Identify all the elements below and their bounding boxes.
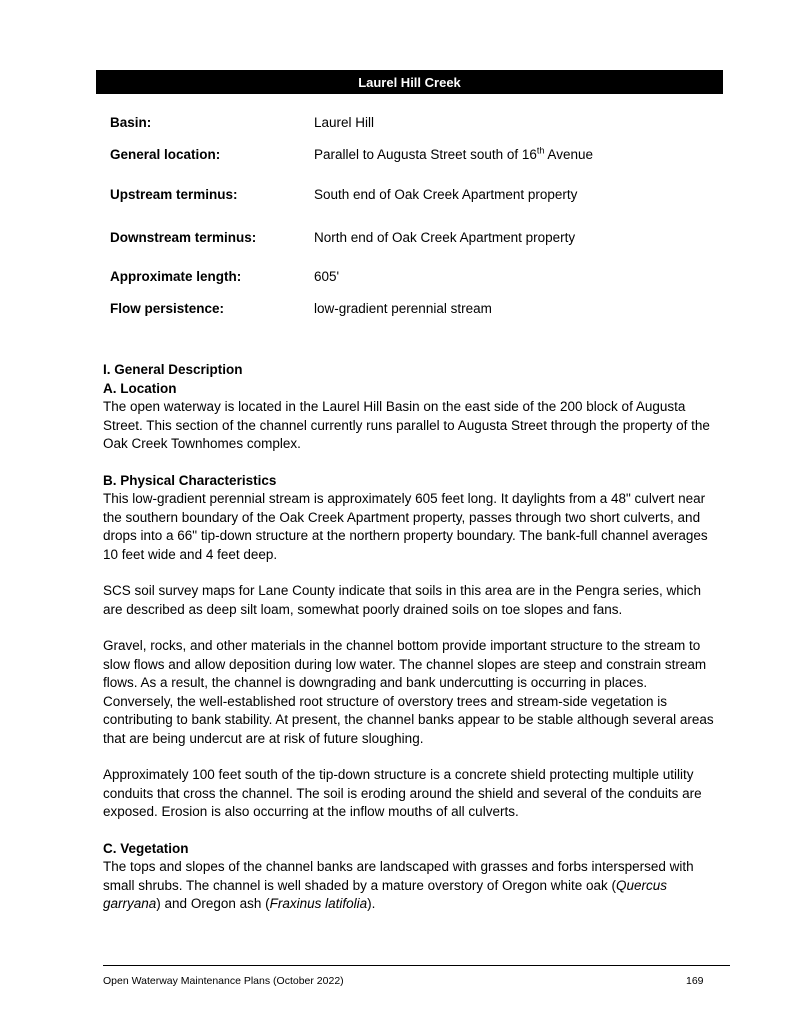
flow-label: Flow persistence: bbox=[110, 301, 225, 316]
general-location-label: General location: bbox=[110, 147, 221, 162]
vegetation-text-2: ) and Oregon ash ( bbox=[156, 896, 270, 911]
physical-paragraph-3: Gravel, rocks, and other materials in the channel bottom provide important structure to the stream to slow flows and allow deposition during low water. The channel slopes are steep and constrain stream flows. As a result, the channel is downgrading and bank undercutting is occurring in places. Conversely, the well-established root structure of overstory trees and stream-side vegetation is contributing to bank stability. At present, the channel banks appear to be stable although several areas that are being undercut are at risk of future sloughing. bbox=[103, 638, 714, 746]
page-title: Laurel Hill Creek bbox=[96, 70, 723, 94]
document-body bbox=[103, 361, 721, 914]
basin-value: Laurel Hill bbox=[314, 115, 375, 130]
footer-title: Open Waterway Maintenance Plans (October 2022) bbox=[103, 975, 344, 987]
footer-divider bbox=[103, 965, 730, 966]
length-value: 605' bbox=[314, 269, 340, 284]
flow-value: low-gradient perennial stream bbox=[314, 301, 492, 316]
downstream-value: North end of Oak Creek Apartment property bbox=[314, 230, 576, 245]
location-heading: A. Location bbox=[103, 380, 177, 396]
downstream-label: Downstream terminus: bbox=[110, 230, 257, 245]
page-number: 169 bbox=[686, 975, 704, 987]
vegetation-paragraph bbox=[103, 858, 721, 914]
vegetation-text-1: The tops and slopes of the channel banks are landscaped with grasses and forbs interspersed with small shrubs. The channel is well shaded by a mature overstory of Oregon white oak ( bbox=[103, 859, 694, 893]
physical-paragraph-4: Approximately 100 feet south of the tip-down structure is a concrete shield protecting multiple utility conduits that cross the channel. The soil is eroding around the shield and several of the conduits are exposed. Erosion is also occurring at the inflow mouths of all culverts. bbox=[103, 767, 702, 819]
general-description-heading: I. General Description bbox=[103, 362, 243, 377]
length-label: Approximate length: bbox=[110, 269, 242, 284]
location-paragraph: The open waterway is located in the Laurel Hill Basin on the east side of the 200 block of Augusta Street. This section of the channel currently runs parallel to Augusta Street through the property of the Oak Creek Townhomes complex. bbox=[103, 399, 710, 451]
general-location-value bbox=[314, 146, 734, 164]
basin-label: Basin: bbox=[110, 115, 152, 130]
species-quercus: Quercus garryana bbox=[103, 877, 668, 911]
general-location-text-end: Avenue bbox=[544, 147, 593, 162]
physical-characteristics-heading: B. Physical Characteristics bbox=[103, 472, 277, 488]
species-fraxinus: Fraxinus latifolia bbox=[269, 896, 368, 911]
general-location-text: Parallel to Augusta Street south of 16 bbox=[314, 147, 537, 162]
physical-paragraph-1: This low-gradient perennial stream is approximately 605 feet long. It daylights from a 48" culvert near the southern boundary of the Oak Creek Apartment property, passes through two short culverts, and drops into a 66" tip-down structure at the northern property boundary. The bank-full channel averages 10 feet wide and 4 feet deep. bbox=[103, 491, 708, 562]
vegetation-text-3: ). bbox=[367, 896, 376, 911]
vegetation-heading: C. Vegetation bbox=[103, 840, 189, 856]
general-location-superscript: th bbox=[536, 145, 545, 156]
physical-paragraph-2: SCS soil survey maps for Lane County indicate that soils in this area are in the Pengra series, which are described as deep silt loam, somewhat poorly drained soils on toe slopes and fans. bbox=[103, 583, 702, 617]
upstream-value: South end of Oak Creek Apartment property bbox=[314, 187, 578, 202]
upstream-label: Upstream terminus: bbox=[110, 187, 238, 202]
